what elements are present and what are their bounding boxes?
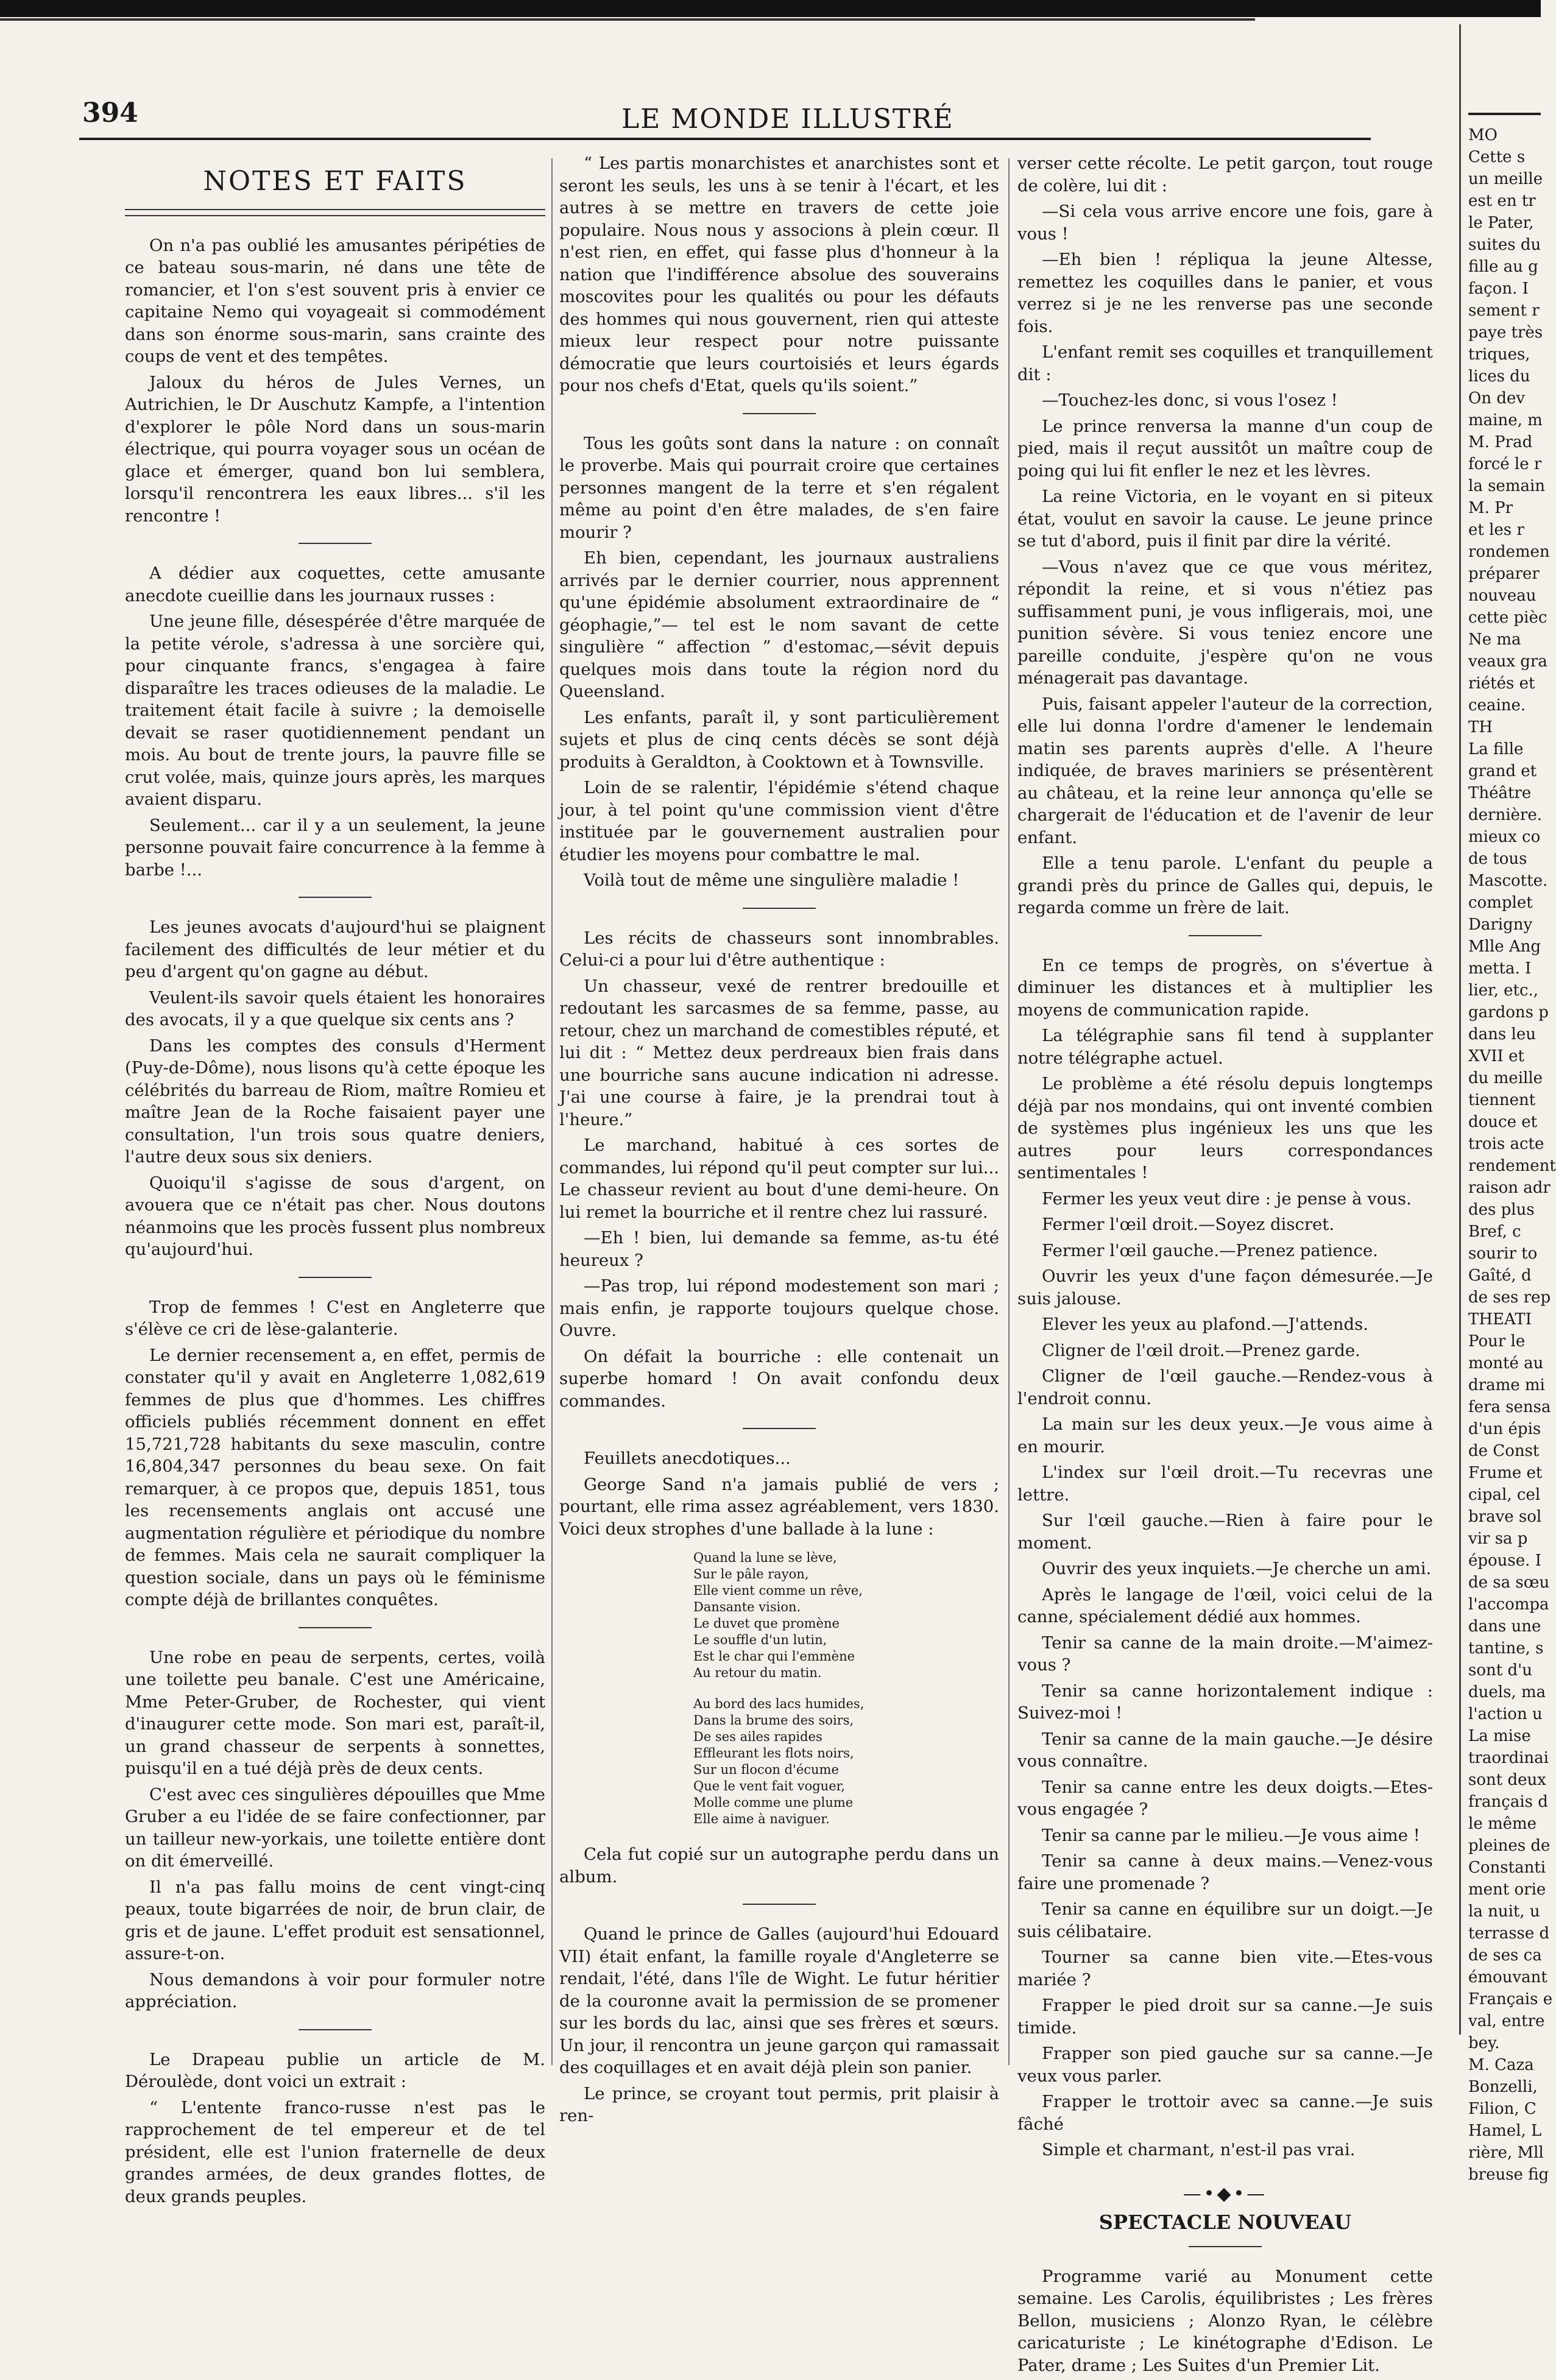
fragment-line: Théâtre [1468,784,1532,802]
paragraph: Simple et charmant, n'est-il pas vrai. [1042,2140,1356,2159]
paragraph: On défait la bourriche : elle contenait un superbe homard ! On avait confondu deux commandes. [559,1346,999,1411]
paragraph: Les jeunes avocats d'aujourd'hui se plaignent facilement des difficultés de leur métier et du peu d'argent qu'on gagne au début. [125,917,545,981]
adjacent-page-rule [1459,24,1461,2035]
fragment-line: La fille [1468,740,1524,758]
fragment-line: pleines de [1468,1837,1551,1855]
fragment-line: Filion, C [1468,2100,1537,2118]
page-number: 394 [82,97,138,129]
paragraph: Fermer les yeux veut dire : je pense à vous. [1042,1188,1412,1209]
fragment-line: maine, m [1468,411,1543,429]
paragraph: Frapper son pied gauche sur sa canne.—Je veux vous parler. [1017,2044,1433,2086]
paragraph: Loin de se ralentir, l'épidémie s'étend chaque jour, à tel point qu'une commission vient d'être instituée par le gouvernement australien pour étudier les moyens pour combattre le mal. [559,778,999,864]
fragment-line: raison adr [1468,1179,1551,1197]
fragment-line: THEATI [1468,1310,1532,1329]
fragment-line: metta. I [1468,959,1532,978]
paragraph: C'est avec ces singulières dépouilles que Mme Gruber a eu l'idée de se faire confectionner, par un tailleur new-yorkais, une toilette entière dont on dit émerveillé. [125,1784,545,1871]
paragraph: Cela fut copié sur un autographe perdu dans un album. [559,1845,999,1887]
fragment-line: ceaine. [1468,696,1526,715]
fragment-line: lier, etc., [1468,981,1539,1000]
article-separator [743,413,816,414]
article-separator [299,543,372,544]
column-1 [125,152,545,2211]
fragment-line: veaux gra [1468,652,1547,671]
poem-line: Le duvet que promène [693,1616,840,1631]
fragment-line: XVII et [1468,1047,1524,1065]
fragment-line: Français e [1468,1990,1553,2008]
fragment-line: lices du [1468,367,1530,386]
paragraph: Frapper le pied droit sur sa canne.—Je suis timide. [1017,1996,1433,2038]
poem-line: Sur le pâle rayon, [693,1567,809,1581]
fragment-line: brave sol [1468,1508,1542,1526]
poem-stanza-2 [693,1696,999,1827]
fragment-line: bey. [1468,2034,1500,2052]
fragment-line: le même [1468,1815,1537,1833]
paragraph: Le dernier recensement a, en effet, permis de constater qu'il y avait en Angleterre 1,082,619 femmes de plus que d'hommes. Les chiffres officiels publiés récemment donnent en effet 15,721,728 habitants du sexe masculin, contre 16,804,347 personnes du beau sexe. On fait remarquer, à ce propos que, depuis 1851, tous les recensements anglais ont accusé une augmentation régulière et périodique du nombre de femmes. Mais cela ne saurait compliquer la question sociale, dans un pays où le féminisme compte déjà de brillantes conquêtes. [125,1345,545,1609]
fragment-line: traordinai [1468,1749,1549,1767]
article-separator [299,897,372,898]
paragraph: La main sur les deux yeux.—Je vous aime à en mourir. [1017,1414,1433,1457]
paragraph: Le prince renversa la manne d'un coup de pied, mais il reçut aussitôt un maître coup de poing qui lui fit enfler le nez et les lèvres. [1017,416,1433,481]
fragment-line: émouvant [1468,1968,1547,1986]
fragment-line: Mascotte. [1468,872,1548,890]
paragraph: Quoiqu'il s'agisse de sous d'argent, on avouera que ce n'était pas cher. Nous doutons néanmoins que les procès fussent plus nombreux qu'aujourd'hui. [125,1173,545,1259]
fragment-line: sont d'u [1468,1661,1532,1679]
paragraph: Un chasseur, vexé de rentrer bredouille et redoutant les sarcasmes de sa femme, passe, au retour, chez un marchand de comestibles réputé, et lui dit : “ Mettez deux perdreaux bien frais dans une bourriche sans aucune indication ni adresse. J'ai une course à faire, je la prendrai tout à l'heure.” [559,976,999,1129]
paragraph: Ouvrir les yeux d'une façon démesurée.—Je suis jalouse. [1017,1266,1433,1308]
paragraph: Les récits de chasseurs sont innombrables. Celui-ci a pour lui d'être authentique : [559,928,999,970]
paragraph: Il n'a pas fallu moins de cent vingt-cinq peaux, toute bigarrées de noir, de brun clair, de gris et de jaune. L'effet produit est sensationnel, assure-t-on. [125,1877,545,1963]
fragment-line: Cette s [1468,148,1526,166]
paragraph: Cligner de l'œil gauche.—Rendez-vous à l'endroit connu. [1017,1366,1433,1408]
paragraph: Fermer l'œil gauche.—Prenez patience. [1042,1240,1378,1260]
paragraph: Le Drapeau publie un article de M. Déroulède, dont voici un extrait : [125,2049,545,2091]
fragment-line: façon. I [1468,280,1529,298]
fragment-line: le Pater, [1468,214,1534,232]
paragraph: Dans les comptes des consuls d'Herment (Puy-de-Dôme), nous lisons qu'à cette époque les célébrités du barreau de Riom, maître Romieu et maître Jean de la Roche faisaient payer une consultation, l'un trois sous quatre deniers, l'autre deux sous six deniers. [125,1036,545,1167]
fragment-line: suites du [1468,236,1541,254]
masthead-title: LE MONDE ILLUSTRÉ [621,104,954,135]
column-divider-1 [551,158,553,2065]
fragment-line: Pour le [1468,1332,1526,1351]
fragment-line: nouveau [1468,587,1537,605]
fragment-line: fera sensa [1468,1398,1551,1416]
fragment-line: est en tr [1468,192,1536,210]
fragment-line: Constanti [1468,1859,1546,1877]
fragment-line: breuse fig [1468,2166,1549,2184]
fragment-line: mieux co [1468,828,1541,846]
fragment-line: préparer [1468,565,1540,583]
fragment-line: tiennent [1468,1091,1536,1109]
prince-anecdote [559,1923,999,2127]
fragment-line: l'accompa [1468,1595,1549,1614]
fragment-line: Ne ma [1468,630,1521,649]
column-divider-2 [1008,158,1010,2065]
spectacle-program [1017,2265,1433,2377]
poem-attribution [559,1843,999,1888]
paragraph: “ Les partis monarchistes et anarchistes sont et seront les seuls, les uns à se tenir à l'écart, et les autres à se mettre en travers de cette joie populaire. Nous nous y associons à plein cœur. Il n'est rien, en effet, qui fasse plus d'honneur à la nation que l'indifférence absolue des souverains moscovites pour les qualités ou pour les défauts des hommes qui nous gouvernent, rien qui atteste mieux leur respect pour notre puissante démocratie que leurs courtoisiés et leurs égards pour nos chefs d'Etat, quels qu'ils soient.” [559,154,999,395]
fragment-line: cipal, cel [1468,1486,1541,1504]
poem-line: Dans la brume des soirs, [693,1713,854,1728]
section-title-notes-et-faits: NOTES ET FAITS [203,166,467,197]
fragment-line: dernière. [1468,806,1542,824]
paragraph: Fermer l'œil droit.—Soyez discret. [1042,1215,1335,1234]
fragment-line: riétés et [1468,674,1535,693]
fragment-line: sourir to [1468,1245,1538,1263]
fragment-line: de ses ca [1468,1946,1542,1965]
article-separator [743,1428,816,1429]
paragraph: Après le langage de l'œil, voici celui de la canne, spécialement dédié aux hommes. [1017,1584,1433,1626]
ornament-divider: —•◆•— [1183,2183,1268,2205]
fragment-line: terrasse d [1468,1924,1550,1943]
poem-line: Est le char qui l'emmène [693,1649,855,1664]
paragraph: Nous demandons à voir pour formuler notre appréciation. [125,1969,545,2011]
paragraph: —Touchez-les donc, si vous l'osez ! [1042,390,1338,410]
paragraph: Une jeune fille, désespérée d'être marquée de la petite vérole, s'adressa à une sorcière qui, pour cinquante francs, s'engagea à faire disparaître les traces odieuses de la maladie. Le traitement était facile à suivre ; la demoiselle devait se raser quotidiennement pendant un mois. Au bout de trente jours, la pauvre fille se crut volée, mais, quinze jours après, les marques avaient disparu. [125,612,545,809]
fragment-line: sont deux [1468,1771,1546,1789]
paragraph: Quand le prince de Galles (aujourd'hui Edouard VII) était enfant, la famille royale d'Angleterre se rendait, l'été, dans l'île de Wight. Le futur héritier de la couronne avait la permission de se promener sur les bords du lac, ainsi que ses frères et sœurs. Un jour, il rencontra un jeune garçon qui ramassait des coquillages et en avait déjà plein son panier. [559,1924,999,2077]
fragment-line: français d [1468,1793,1548,1811]
column-2 [559,152,999,2131]
paragraph: L'enfant remit ses coquilles et tranquillement dit : [1017,342,1433,384]
paragraph: verser cette récolte. Le petit garçon, tout rouge de colère, lui dit : [1017,154,1433,196]
fragment-line: gardons p [1468,1003,1549,1022]
fragment-line: vir sa p [1468,1530,1528,1548]
poem-line: Quand la lune se lève, [693,1550,837,1565]
article-separator [1189,935,1262,936]
header-rule [79,138,1371,140]
paragraph: L'index sur l'œil droit.—Tu recevras une lettre. [1017,1463,1433,1505]
fragment-line: forcé le r [1468,455,1542,473]
paragraph: —Pas trop, lui répond modestement son mari ; mais enfin, je rapporte toujours quelque chose. Ouvre. [559,1276,999,1340]
fragment-line: et les r [1468,521,1524,539]
paragraph: Tenir sa canne de la main gauche.—Je désire vous connaître. [1017,1729,1433,1771]
fragment-line: sement r [1468,302,1540,320]
paragraph: Seulement... car il y a un seulement, la jeune personne pouvait faire concurrence à la femme à barbe !... [125,815,545,880]
column-3 [1017,152,1433,2380]
paragraph: George Sand n'a jamais publié de vers ; pourtant, elle rima assez agréablement, vers 1830. Voici deux strophes d'une ballade à la lune : [559,1474,999,1539]
fragment-line: dans leu [1468,1025,1536,1043]
paragraph: Elle a tenu parole. L'enfant du peuple a grandi près du prince de Galles qui, depuis, le regarda comme un frère de lait. [1017,853,1433,917]
paragraph: Eh bien, cependant, les journaux australiens arrivés par le dernier courrier, nous apprennent qu'une épidémie absolument extraordinaire de “ géophagie,”— tel est le nom savant de cette singulière “ affection ” d'estomac,—sévit depuis quelques mois dans toute la région nord du Queensland. [559,548,999,701]
fragment-line: épouse. I [1468,1552,1541,1570]
paragraph: Le prince, se croyant tout permis, prit plaisir à ren- [559,2083,999,2125]
fragment-line: douce et [1468,1113,1538,1131]
fragment-line: grand et [1468,762,1537,780]
poem-line: Le souffle d'un lutin, [693,1633,827,1647]
fragment-line: de ses rep [1468,1288,1551,1307]
paragraph: Tenir sa canne horizontalement indique : Suivez-moi ! [1017,1681,1433,1723]
article-separator [299,1277,372,1278]
fragment-line: On dev [1468,389,1526,408]
top-border-line [0,18,1255,21]
paragraph: Elever les yeux au plafond.—J'attends. [1042,1315,1368,1334]
paragraph: Jaloux du héros de Jules Vernes, un Autrichien, le Dr Auschutz Kampfe, a l'intention d'explorer le pôle Nord dans un sous-marin électrique, qui pourra voyager sous un océan de glace et émerger, quand bon lui semblera, lorsqu'il rencontrera les eaux libres... s'il les rencontre ! [125,372,545,526]
fragment-line: Hamel, L [1468,2122,1542,2140]
article-separator [299,1627,372,1628]
fragment-line: complet [1468,894,1533,912]
poem-line: Effleurant les flots noirs, [693,1746,854,1760]
fragment-line: du meille [1468,1069,1543,1087]
fragment-line: Bonzelli, [1468,2078,1538,2096]
fragment-line: Bref, c [1468,1223,1521,1241]
fragment-line: val, entre [1468,2012,1545,2030]
paragraph: Feuillets anecdotiques... [584,1449,791,1468]
fragment-line: ment orie [1468,1880,1546,1899]
fragment-line: paye très [1468,323,1543,342]
paragraph: “ L'entente franco-russe n'est pas le rapprochement de tel empereur et de tel président, elle est l'union fraternelle de deux grandes armées, de deux grandes flottes, de deux grands peuples. [125,2097,545,2206]
poem-line: Elle aime à naviguer. [693,1812,830,1826]
paragraph: La télégraphie sans fil tend à supplanter notre télégraphe actuel. [1017,1026,1433,1068]
fragment-line: cette pièc [1468,609,1547,627]
poem-line: Molle comme une plume [693,1795,854,1810]
fragment-line: M. Caza [1468,2056,1534,2074]
fragment-line: fille au g [1468,258,1538,276]
fragment-line: dans une [1468,1617,1541,1636]
paragraph: Cligner de l'œil droit.—Prenez garde. [1042,1340,1360,1360]
fragment-line: TH [1468,718,1493,736]
paragraph: —Eh bien ! répliqua la jeune Altesse, remettez les coquilles dans le panier, et vous verrez si je ne les renverse pas une seconde fois. [1017,250,1433,336]
poem-line: Dansante vision. [693,1600,801,1614]
title-underline [1189,2246,1262,2247]
paragraph: —Si cela vous arrive encore une fois, gare à vous ! [1017,202,1433,244]
fragment-line: La mise [1468,1727,1531,1745]
fragment-line: Mlle Ang [1468,938,1541,956]
article-separator [299,2029,372,2030]
paragraph: En ce temps de progrès, on s'évertue à diminuer les distances et à multiplier les moyens de communication rapide. [1017,955,1433,1020]
fragment-line: monté au [1468,1354,1544,1372]
fragment-line: triques, [1468,345,1530,364]
paragraph: Le marchand, habitué à ces sortes de commandes, lui répond qu'il peut compter sur lui... Le chasseur revient au bout d'une demi-heure. On lui remet la bourriche et il rentre chez lui rassuré. [559,1135,999,1222]
paragraph: Voilà tout de même une singulière maladie ! [584,870,960,890]
fragment-line: Gaîté, d [1468,1266,1532,1285]
paragraph: On n'a pas oublié les amusantes péripéties de ce bateau sous-marin, né dans une tête de romancier, et l'on s'est souvent pris à envier ce capitaine Nemo qui voyageait si commodément dans son énorme sous-marin, sans crainte des coups de vent et des tempêtes. [125,235,545,366]
fragment-line: rondemen [1468,543,1550,561]
paragraph: Puis, faisant appeler l'auteur de la correction, elle lui donna l'ordre d'amener le lendemain matin ses parents auprès d'elle. A l'heure indiquée, de braves mariniers se présentèrent au château, et la reine leur annonça qu'elle se chargerait de l'éducation et de l'avenir de leur enfant. [1017,694,1433,847]
fragment-line: des plus [1468,1201,1535,1219]
poem-line: Sur un flocon d'écume [693,1762,839,1777]
fragment-line: de sa sœu [1468,1573,1550,1592]
column-2-body [559,152,999,1540]
poem-line: Que le vent fait voguer, [693,1779,846,1793]
fragment-line: de Const [1468,1442,1540,1460]
paragraph: La reine Victoria, en le voyant en si piteux état, voulut en savoir la cause. Le jeune prince se tut d'abord, puis il finit par dire la vérité. [1017,487,1433,551]
adjacent-page-fragment [1468,0,1556,2184]
column-1-body [125,235,545,2208]
paragraph: Sur l'œil gauche.—Rien à faire pour le moment. [1017,1511,1433,1553]
fragment-line: MO [1468,126,1498,144]
fragment-line: la semain [1468,477,1546,495]
fragment-line: la nuit, u [1468,1902,1540,1921]
paragraph: A dédier aux coquettes, cette amusante anecdote cueillie dans les journaux russes : [125,563,545,606]
fragment-line: Frume et [1468,1464,1543,1482]
fragment-line: rière, Mll [1468,2144,1544,2162]
fragment-line: drame mi [1468,1376,1545,1394]
poem-stanza-1 [693,1550,999,1681]
paragraph: Tenir sa canne de la main droite.—M'aimez-vous ? [1017,1633,1433,1675]
stanza-gap [693,1681,999,1696]
paragraph: Programme varié au Monument cette semaine. Les Carolis, équilibristes ; Les frères Bellon, musiciens ; Alonzo Ryan, le célèbre caricaturiste ; Le kinétographe d'Edison. Le Pater, drame ; Les Suites d'un Premier Lit. [1017,2266,1433,2375]
paragraph: Tenir sa canne à deux mains.—Venez-vous faire une promenade ? [1017,1851,1433,1893]
top-border-bar [0,0,1541,17]
paragraph: Tenir sa canne entre les deux doigts.—Etes-vous engagée ? [1017,1777,1433,1819]
fragment-line: d'un épis [1468,1420,1541,1438]
paragraph: Les enfants, paraît il, y sont particulièrement sujets et plus de cinq cents décès se sont déjà produits à Geraldton, à Cooktown et à Townsville. [559,707,999,772]
paragraph: Tenir sa canne par le milieu.—Je vous aime ! [1042,1825,1420,1845]
prince-anecdote-continued [1017,152,1433,919]
paragraph: Le problème a été résolu depuis longtemps déjà par nos mondains, qui ont inventé combien de systèmes plus ingénieux les uns que les autres pour leurs correspondances sentimentales ! [1017,1074,1433,1182]
article-separator [743,1904,816,1905]
fragment-line: un meille [1468,170,1543,188]
fragment-line: Darigny [1468,916,1533,934]
paragraph: Tourner sa canne bien vite.—Etes-vous mariée ? [1017,1947,1433,1990]
paragraph: Frapper le trottoir avec sa canne.—Je suis fâché [1017,2092,1433,2134]
fragment-line: tantine, s [1468,1639,1544,1658]
paragraph: Tenir sa canne en équilibre sur un doigt.—Je suis célibataire. [1017,1899,1433,1941]
fragment-line: M. Pr [1468,499,1513,517]
paragraph: Une robe en peau de serpents, certes, voilà une toilette peu banale. C'est une Américaine, Mme Peter-Gruber, de Rochester, qui vient d'inaugurer cette mode. Son mari est, paraît-il, un grand chasseur de serpents à sonnettes, puisqu'il en a tué déjà près de deux cents. [125,1647,545,1778]
ballad-poem [693,1550,999,1827]
article-separator [743,908,816,909]
poem-line: Elle vient comme un rêve, [693,1583,863,1598]
fragment-line: duels, ma [1468,1683,1546,1701]
fragment-line: l'action u [1468,1705,1543,1723]
paragraph: —Eh ! bien, lui demande sa femme, as-tu été heureux ? [559,1228,999,1270]
paragraph: Ouvrir des yeux inquiets.—Je cherche un ami. [1042,1559,1432,1578]
fragment-line: trois acte [1468,1135,1544,1153]
fragment-line: M. Prad [1468,433,1533,451]
paragraph: Trop de femmes ! C'est en Angleterre que s'élève ce cri de lèse-galanterie. [125,1297,545,1339]
title-double-rule [125,209,545,216]
signals-article [1017,955,1433,2161]
section-title-spectacle-nouveau: SPECTACLE NOUVEAU [1098,2211,1352,2234]
fragment-line: de tous [1468,850,1527,868]
poem-line: Au retour du matin. [693,1665,822,1680]
poem-line: Au bord des lacs humides, [693,1697,865,1711]
poem-line: De ses ailes rapides [693,1729,822,1744]
paragraph: Veulent-ils savoir quels étaient les honoraires des avocats, il y a que quelque six cents ans ? [125,987,545,1029]
paragraph: Tous les goûts sont dans la nature : on connaît le proverbe. Mais qui pourrait croire que certaines personnes mangent de la terre et s'en régalent même au point d'en être malades, de s'en faire mourir ? [559,433,999,542]
paragraph: —Vous n'avez que ce que vous méritez, répondit la reine, et si vous n'étiez pas suffisamment puni, je vous infligerais, moi, une punition sévère. Si vous teniez encore une pareille conduite, j'espère qu'on ne vous ménagerait pas davantage. [1017,557,1433,688]
fragment-line: rendement [1468,1157,1556,1175]
